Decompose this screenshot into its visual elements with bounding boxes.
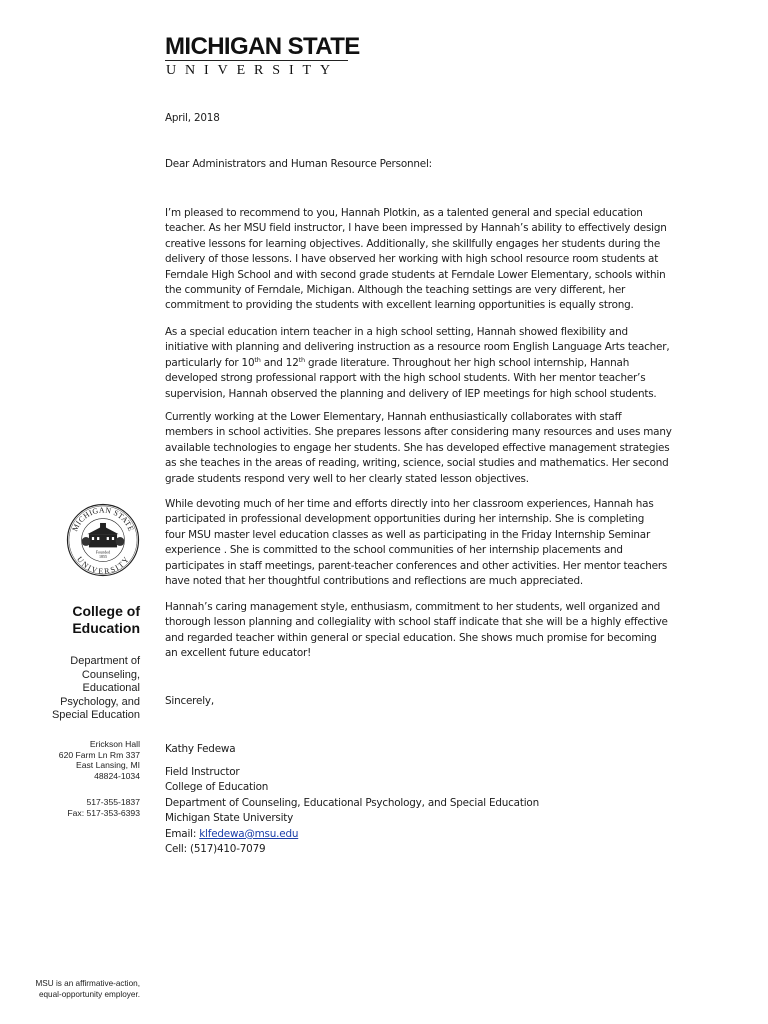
department-line: Counseling, [81,668,140,681]
university-wordmark: MICHIGAN STATE [165,33,360,60]
paragraph-line: developed strong professional rapport with the high school students. With her mentor teacher’s [165,372,646,385]
paragraph-line: the community of Ferndale, Michigan. Although the teaching settings are very different, her [165,284,626,297]
signer-college: College of Education [165,781,269,794]
contact-numbers [67,797,140,818]
mailing-address [59,739,140,781]
paragraph-line: While devoting much of her time and efforts directly into her classroom experiences, Hannah has [165,498,654,510]
letter-closing: Sincerely, [165,695,214,707]
letter-salutation: Dear Administrators and Human Resource Personnel: [165,158,432,170]
paragraph-1 [165,206,685,314]
paragraph-line [165,356,685,371]
signer-name: Kathy Fedewa [165,743,236,755]
signer-title: Field Instructor [165,766,240,778]
paragraph-line: I’m pleased to recommend to you, Hannah Plotkin, as a talented general and special education [165,207,643,219]
phone-number: 517-355-1837 [86,797,140,807]
paragraph-line: teacher. As her MSU field instructor, I have been impressed by Hannah’s ability to effectively design [165,222,667,235]
paragraph-line: participates in staff meetings, parent-teacher conferences and other activities. Her mentor teachers [165,559,668,572]
paragraph-line: experience . She is committed to the school communities of her internship placements and [165,544,623,557]
line-segment: and 12 [260,356,299,369]
signer-university: Michigan State University [165,812,294,825]
paragraph-4 [165,497,685,589]
department-name [52,655,140,723]
paragraph-line: four MSU master level education classes as well as participating in the Friday Internship Seminar [165,528,651,541]
seal-text-bottom: UNIVERSITY [75,554,131,576]
paragraph-5 [165,600,685,662]
msu-seal-icon [66,503,140,577]
address-line: 620 Farm Ln Rm 337 [58,749,140,760]
department-line: Educational [82,682,140,694]
paragraph-line: supervision, Hannah observed the planning and delivery of IEP meetings for high school students. [165,387,657,400]
paragraph-3 [165,410,685,487]
seal-text-top: MICHIGAN STATE [70,505,136,533]
paragraph-line: Ferndale High School and with second grade students at Ferndale Lower Elementary, schools within [165,268,666,281]
email-label: Email: [165,827,200,840]
address-line: 48824-1034 [94,770,140,781]
wordmark-divider [165,60,348,61]
paragraph-line: initiative with planning and delivering instruction as a resource room English Language Arts teacher, [165,341,670,354]
signer-department: Department of Counseling, Educational Psychology, and Special Education [165,796,539,809]
college-name [72,603,140,637]
footer-line: MSU is an affirmative-action, [35,979,140,988]
superscript: th [254,355,261,364]
paragraph-line: as she teaches in the areas of reading, writing, science, social studies and mathematics. Her second [165,457,669,470]
email-link[interactable]: klfedewa@msu.edu [199,827,299,840]
department-line: Psychology, and [60,695,140,708]
paragraph-line: thorough lesson planning and collegiality with school staff indicate that she will be a highly effective [165,616,668,629]
seal-year: 1855 [98,553,108,559]
paragraph-line: have noted that her thoughtful contributions and reflections are much appreciated. [165,575,583,588]
paragraph-line: creative lessons for learning objectives. Additionally, she skillfully engages her students during the [165,237,661,250]
paragraph-line: Currently working at the Lower Elementary, Hannah enthusiastically collaborates with staff [165,411,622,423]
paragraph-line: commitment to providing the students with excellent learning opportunities is equally strong. [165,299,634,312]
signature-block [165,765,539,857]
footer-line: equal-opportunity employer. [38,990,140,999]
fax-number: Fax: 517-353-6393 [67,807,140,818]
letter-date: April, 2018 [165,112,220,124]
paragraph-line: participated in professional development opportunities during her internship. She is completing [165,513,645,526]
paragraph-line: delivery of those lessons. I have observed her working with high school resource room students at [165,253,659,266]
paragraph-line: an excellent future educator! [165,647,312,660]
paragraph-line: As a special education intern teacher in a high school setting, Hannah showed flexibility and [165,326,628,338]
signer-email-line [165,827,539,842]
department-line: Department of [70,655,140,667]
paragraph-line: grade students respond very well to her clearly stated lesson objectives. [165,472,529,485]
college-line: Education [72,620,140,636]
department-line: Special Education [51,709,140,721]
line-segment: particularly for 10 [165,356,255,369]
signer-cell: Cell: (517)410-7079 [165,843,266,856]
seal-founded: Founded [95,549,111,555]
eoe-statement [35,978,140,1000]
paragraph-line: available technologies to engage her students. She has developed effective management strategies [165,441,670,454]
paragraph-line: members in school activities. She prepares lessons after considering many resources and uses many [165,426,672,439]
line-segment: grade literature. Throughout her high school internship, Hannah [304,356,630,369]
address-line: East Lansing, MI [75,760,140,770]
paragraph-line: Hannah’s caring management style, enthusiasm, commitment to her students, well organized and [165,601,661,613]
superscript: th [298,355,305,364]
address-line: Erickson Hall [89,739,140,749]
college-line: College of [72,603,140,619]
university-subtitle: UNIVERSITY [166,63,339,78]
paragraph-2 [165,325,685,402]
paragraph-line: and regarded teacher within general or special education. She shows much promise for becoming [165,631,657,644]
